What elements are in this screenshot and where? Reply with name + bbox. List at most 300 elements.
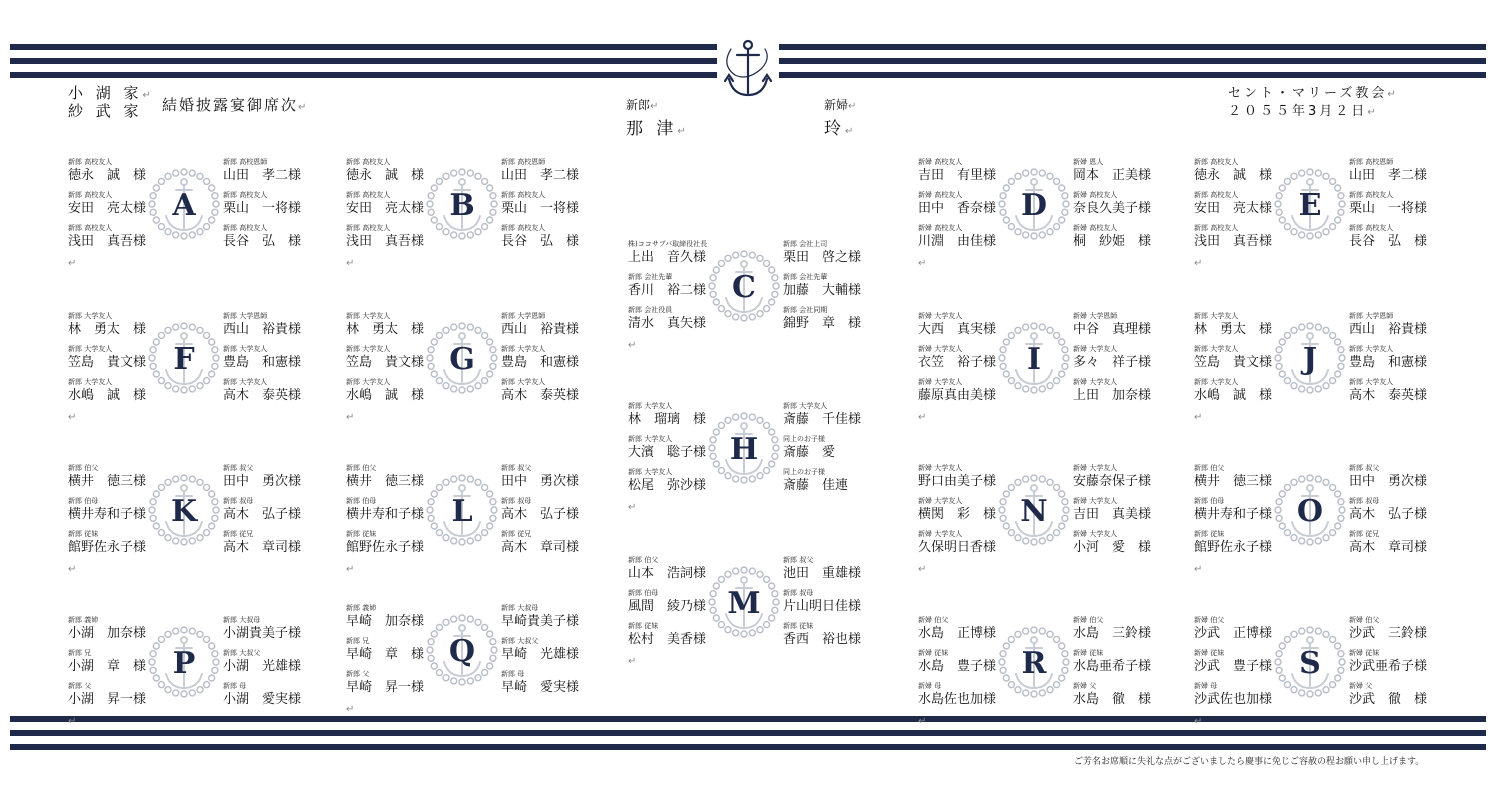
paragraph-mark-icon: ↵ (68, 564, 77, 575)
guest-relation: 新郎 大学友人 (346, 378, 391, 386)
guest-relation: 新郎 会社同期 (783, 306, 828, 314)
table-right-column (1349, 158, 1449, 257)
guest-relation: 新郎 伯父 (628, 556, 659, 564)
table-badge-anchor-icon (1274, 626, 1346, 698)
table-q (346, 604, 606, 714)
guest-relation: 新郎 従妹 (68, 530, 99, 538)
guest-entry (783, 589, 883, 622)
guest-relation: 新婦 母 (1194, 682, 1218, 690)
table-b (346, 158, 606, 268)
guest-entry (1073, 497, 1173, 530)
guest-relation: 新郎 伯母 (346, 497, 377, 505)
guest-relation: 新婦 大学友人 (1073, 464, 1118, 472)
paragraph-mark-icon: ↵ (68, 412, 77, 423)
guest-relation: 新郎 父 (68, 682, 92, 690)
page-title-text: 結婚披露宴御席次 (162, 96, 299, 114)
family-line-1-text: 小 湖 家 (68, 84, 143, 102)
guest-relation: 新郎 高校友人 (1349, 191, 1394, 199)
guest-relation: 新郎 大学友人 (68, 312, 113, 320)
guest-name: 片山明日佳様 (783, 599, 862, 614)
table-right-column (501, 604, 601, 703)
guest-relation: 新郎 伯父 (346, 464, 377, 472)
guest-relation: 新郎 叔母 (1349, 497, 1380, 505)
guest-relation: 新婦 伯父 (1073, 616, 1104, 624)
groom-name-text: 那 津 (626, 119, 678, 139)
guest-relation: 新郎 高校友人 (1194, 191, 1239, 199)
table-letter: M (727, 586, 761, 621)
table-badge-anchor-icon (148, 474, 220, 546)
guest-relation: 新婦 伯父 (918, 616, 949, 624)
table-right-column (783, 556, 883, 655)
guest-name: 小河 愛 様 (1073, 540, 1152, 555)
guest-relation: 新郎 大学恩師 (501, 312, 546, 320)
table-badge-anchor-icon (426, 322, 498, 394)
guest-name: 早崎 章 様 (346, 647, 425, 662)
guest-entry (501, 464, 601, 497)
guest-relation: 新郎 会社役員 (628, 306, 673, 314)
table-s (1194, 616, 1454, 726)
guest-name: 横井寿和子様 (1194, 507, 1273, 522)
guest-name: 多々 祥子様 (1073, 355, 1152, 370)
guest-relation: 新郎 叔父 (501, 464, 532, 472)
venue-name-text: セント・マリーズ教会 (1228, 86, 1388, 101)
guest-relation: 新郎 従兄 (1349, 530, 1380, 538)
paragraph-mark-icon: ↵ (628, 656, 637, 667)
guest-relation: 新郎 兄 (68, 649, 92, 657)
guest-relation: 新郎 大学友人 (501, 378, 546, 386)
guest-name: 沙武 正博様 (1194, 626, 1273, 641)
guest-relation: 新郎 高校恩師 (223, 158, 268, 166)
guest-name: 早崎 光雄様 (501, 647, 580, 662)
guest-name: 奈良久美子様 (1073, 201, 1152, 216)
table-letter: R (1021, 646, 1047, 681)
guest-entry (1073, 378, 1173, 411)
guest-name: 山田 孝二様 (1349, 168, 1428, 183)
table-l (346, 464, 606, 574)
table-j (1194, 312, 1454, 422)
guest-relation: 新婦 父 (1349, 682, 1373, 690)
table-badge-anchor-icon (998, 168, 1070, 240)
guest-entry (1349, 312, 1449, 345)
paragraph-mark-icon: ↵ (346, 704, 355, 715)
table-right-column (1349, 312, 1449, 411)
event-date-text: ２０５５年3月２日 (1228, 104, 1368, 119)
paragraph-mark-icon: ↵ (1367, 107, 1379, 118)
guest-name: 館野佐永子様 (1194, 540, 1273, 555)
guest-relation: 新婦 父 (1073, 682, 1097, 690)
guest-name: 松村 美香様 (628, 632, 707, 647)
table-right-column (1073, 312, 1173, 411)
guest-name: 川淵 由佳様 (918, 234, 997, 249)
guest-name: 笠島 貴文様 (68, 355, 147, 370)
guest-entry (223, 464, 323, 497)
guest-relation: 新婦 母 (918, 682, 942, 690)
table-letter: S (1299, 646, 1321, 681)
guest-relation: 新郎 会社上司 (783, 240, 828, 248)
guest-relation: 新郎 叔母 (223, 497, 254, 505)
guest-relation: 新婦 従妹 (1073, 649, 1104, 657)
table-right-column (501, 464, 601, 563)
guest-relation: 新郎 高校友人 (1194, 158, 1239, 166)
guest-name: 早崎 昇一様 (346, 680, 425, 695)
guest-entry (501, 191, 601, 224)
table-right-column (1073, 464, 1173, 563)
guest-entry (501, 604, 601, 637)
table-right-column (501, 312, 601, 411)
guest-name: 吉田 真美様 (1073, 507, 1152, 522)
guest-relation: 新郎 従妹 (346, 530, 377, 538)
table-right-column (223, 464, 323, 563)
guest-name: 野口由美子様 (918, 474, 997, 489)
guest-name: 田中 勇次様 (223, 474, 302, 489)
guest-relation: 新郎 伯父 (1194, 464, 1225, 472)
guest-name: 横井 徳三様 (346, 474, 425, 489)
guest-relation: 同上のお子様 (783, 468, 825, 476)
guest-relation: 新郎 大学恩師 (223, 312, 268, 320)
guest-name: 水島 徹 様 (1073, 692, 1152, 707)
guest-name: 西山 裕貴様 (501, 322, 580, 337)
guest-entry (501, 378, 601, 411)
guest-relation: 新郎 高校友人 (223, 224, 268, 232)
guest-entry (223, 345, 323, 378)
guest-name: 水島 正博様 (918, 626, 997, 641)
guest-name: 斎藤 千佳様 (783, 412, 862, 427)
paragraph-mark-icon: ↵ (346, 564, 355, 575)
guest-entry (501, 224, 601, 257)
guest-name: 館野佐永子様 (346, 540, 425, 555)
paragraph-mark-icon: ↵ (848, 101, 857, 112)
table-letter: B (449, 188, 475, 223)
guest-relation: 新郎 大学友人 (346, 312, 391, 320)
guest-relation: 新郎 大学友人 (1349, 378, 1394, 386)
table-letter: D (1020, 188, 1048, 223)
guest-relation: 新郎 大学友人 (1349, 345, 1394, 353)
guest-name: 高木 泰英様 (1349, 388, 1428, 403)
guest-relation: 新郎 従兄 (501, 530, 532, 538)
guest-relation: 新婦 大学友人 (1073, 530, 1118, 538)
guest-name: 林 瑠璃 様 (628, 412, 707, 427)
guest-name: 水嶋 誠 様 (68, 388, 147, 403)
guest-entry (223, 312, 323, 345)
guest-entry (223, 191, 323, 224)
guest-relation: 新郎 叔父 (1349, 464, 1380, 472)
guest-entry (501, 158, 601, 191)
guest-name: 徳永 誠 様 (346, 168, 425, 183)
guest-name: 笠島 貴文様 (346, 355, 425, 370)
guest-name: 横井 徳三様 (1194, 474, 1273, 489)
table-letter: C (732, 270, 756, 305)
guest-name: 高木 弘子様 (223, 507, 302, 522)
guest-relation: 新婦 高校友人 (1073, 224, 1118, 232)
guest-name: 水嶋 誠 様 (346, 388, 425, 403)
guest-name: 安田 亮太様 (68, 201, 147, 216)
guest-relation: 新郎 高校友人 (346, 191, 391, 199)
guest-name: 上田 加奈様 (1073, 388, 1152, 403)
table-e (1194, 158, 1454, 268)
guest-name: 浅田 真吾様 (346, 234, 425, 249)
table-letter: E (1298, 188, 1322, 223)
guest-name: 清水 真矢様 (628, 316, 707, 331)
guest-relation: 新婦 伯父 (1349, 616, 1380, 624)
guest-entry (1349, 191, 1449, 224)
guest-relation: 新婦 伯父 (1194, 616, 1225, 624)
guest-name: 小湖 愛実様 (223, 692, 302, 707)
guest-entry (783, 622, 883, 655)
table-letter: N (1020, 494, 1048, 529)
guest-relation: 新郎 大学友人 (628, 435, 673, 443)
guest-name: 香西 裕也様 (783, 632, 862, 647)
guest-name: 大濱 聡子様 (628, 445, 707, 460)
guest-entry (783, 306, 883, 339)
table-letter: I (1026, 342, 1042, 377)
table-right-column (1073, 158, 1173, 257)
guest-name: 久保明日香様 (918, 540, 997, 555)
guest-relation: 新婦 大学友人 (918, 345, 963, 353)
guest-name: 岡本 正美様 (1073, 168, 1152, 183)
event-date (1228, 100, 1379, 119)
guest-entry (501, 497, 601, 530)
table-right-column (223, 158, 323, 257)
guest-entry (1073, 530, 1173, 563)
table-badge-anchor-icon (998, 322, 1070, 394)
guest-name: 長谷 弘 様 (501, 234, 580, 249)
guest-name: 錦野 章 様 (783, 316, 862, 331)
table-letter: O (1296, 494, 1324, 529)
table-letter: H (729, 432, 759, 467)
guest-entry (223, 530, 323, 563)
guest-name: 藤原真由美様 (918, 388, 997, 403)
guest-relation: 新郎 従妹 (783, 622, 814, 630)
guest-relation: 新郎 叔父 (223, 464, 254, 472)
table-h (628, 402, 888, 512)
guest-name: 斎藤 愛 (783, 445, 836, 460)
table-c (628, 240, 888, 350)
guest-name: 衣笠 裕子様 (918, 355, 997, 370)
table-right-column (783, 402, 883, 501)
guest-relation: 新郎 母 (223, 682, 247, 690)
anchor-emblem-icon (717, 35, 779, 103)
guest-name: 小湖 昇一様 (68, 692, 147, 707)
guest-name: 沙武 徹 様 (1349, 692, 1428, 707)
table-p (68, 616, 328, 726)
guest-entry (501, 312, 601, 345)
guest-name: 豊島 和憲様 (223, 355, 302, 370)
guest-relation: 新郎 高校友人 (1194, 224, 1239, 232)
guest-entry (223, 497, 323, 530)
guest-name: 早崎 愛実様 (501, 680, 580, 695)
table-letter: A (172, 188, 196, 223)
guest-entry (1073, 191, 1173, 224)
table-f (68, 312, 328, 422)
guest-relation: 新婦 高校友人 (918, 191, 963, 199)
guest-entry (501, 530, 601, 563)
guest-entry (1073, 464, 1173, 497)
guest-relation: 新郎 高校友人 (68, 158, 113, 166)
guest-name: 西山 裕貴様 (223, 322, 302, 337)
guest-name: 笠島 貴文様 (1194, 355, 1273, 370)
guest-relation: 新郎 従兄 (223, 530, 254, 538)
guest-name: 早崎貴美子様 (501, 614, 580, 629)
table-i (918, 312, 1178, 422)
guest-entry (783, 468, 883, 501)
guest-relation: 新婦 大学友人 (1073, 345, 1118, 353)
guest-name: 長谷 弘 様 (223, 234, 302, 249)
guest-name: 山田 孝二様 (223, 168, 302, 183)
bride-name-text: 玲 (824, 119, 845, 139)
guest-relation: 新郎 義姉 (68, 616, 99, 624)
guest-name: 高木 弘子様 (1349, 507, 1428, 522)
footer-note: ご芳名お席順に失礼な点がございましたら慶事に免じご容赦の程お願い申し上げます。 (1074, 757, 1425, 767)
guest-name: 田中 勇次様 (501, 474, 580, 489)
guest-name: 吉田 有里様 (918, 168, 997, 183)
guest-relation: 新婦 大学友人 (918, 530, 963, 538)
paragraph-mark-icon: ↵ (68, 258, 77, 269)
guest-name: 田中 香奈様 (918, 201, 997, 216)
guest-name: 小湖 光雄様 (223, 659, 302, 674)
guest-name: 松尾 弥沙様 (628, 478, 707, 493)
paragraph-mark-icon: ↵ (918, 258, 927, 269)
guest-name: 高木 章司様 (1349, 540, 1428, 555)
guest-name: 大西 真実様 (918, 322, 997, 337)
guest-name: 沙武 三鈴様 (1349, 626, 1428, 641)
guest-name: 山本 浩詞様 (628, 566, 707, 581)
guest-name: 林 勇太 様 (68, 322, 147, 337)
guest-name: 安田 亮太様 (346, 201, 425, 216)
groom-label-text: 新郎 (626, 98, 651, 112)
table-letter: K (170, 494, 198, 529)
guest-entry (783, 402, 883, 435)
table-m (628, 556, 888, 666)
guest-name: 沙武亜希子様 (1349, 659, 1428, 674)
guest-entry (223, 224, 323, 257)
paragraph-mark-icon: ↵ (677, 126, 690, 137)
table-badge-anchor-icon (998, 474, 1070, 546)
guest-entry (1349, 616, 1449, 649)
guest-relation: 新郎 大学友人 (783, 402, 828, 410)
guest-name: 浅田 真吾様 (1194, 234, 1273, 249)
guest-relation: 新婦 大学友人 (918, 497, 963, 505)
guest-relation: 新婦 大学友人 (1073, 378, 1118, 386)
guest-relation: 新郎 大学友人 (628, 402, 673, 410)
guest-name: 小湖 章 様 (68, 659, 147, 674)
guest-name: 横井寿和子様 (68, 507, 147, 522)
table-k (68, 464, 328, 574)
table-o (1194, 464, 1454, 574)
table-right-column (783, 240, 883, 339)
paragraph-mark-icon: ↵ (68, 716, 77, 727)
guest-entry (1349, 497, 1449, 530)
guest-name: 浅田 真吾様 (68, 234, 147, 249)
table-badge-anchor-icon (708, 250, 780, 322)
guest-entry (1073, 224, 1173, 257)
guest-relation: 新郎 叔母 (501, 497, 532, 505)
guest-name: 山田 孝二様 (501, 168, 580, 183)
guest-relation: 新婦 従妹 (1349, 649, 1380, 657)
guest-relation: 新郎 高校友人 (346, 224, 391, 232)
guest-relation: 新郎 高校友人 (1349, 224, 1394, 232)
paragraph-mark-icon: ↵ (1194, 412, 1203, 423)
table-badge-anchor-icon (148, 168, 220, 240)
guest-name: 栗山 一将様 (223, 201, 302, 216)
guest-relation: 新郎 会社先輩 (628, 273, 673, 281)
guest-entry (1349, 224, 1449, 257)
guest-entry (1349, 158, 1449, 191)
guest-entry (1349, 682, 1449, 715)
guest-relation: 新婦 高校友人 (918, 224, 963, 232)
guest-relation: 新婦 高校友人 (1073, 191, 1118, 199)
guest-entry (1349, 464, 1449, 497)
family-line-2-text: 紗 武 家 (68, 102, 143, 120)
guest-name: 水島佐也加様 (918, 692, 997, 707)
guest-name: 徳永 誠 様 (1194, 168, 1273, 183)
guest-relation: 新郎 大学友人 (68, 378, 113, 386)
guest-relation: 新郎 伯母 (628, 589, 659, 597)
guest-name: 豊島 和憲様 (501, 355, 580, 370)
guest-entry (1073, 158, 1173, 191)
bottom-stripe-2 (10, 730, 1486, 736)
guest-relation: 新婦 大学友人 (918, 312, 963, 320)
guest-relation: 新郎 大叔母 (223, 616, 261, 624)
guest-relation: 新郎 父 (346, 670, 370, 678)
paragraph-mark-icon: ↵ (1194, 716, 1203, 727)
guest-entry (501, 637, 601, 670)
guest-entry (1073, 616, 1173, 649)
guest-relation: 新郎 大学友人 (346, 345, 391, 353)
guest-name: 林 勇太 様 (346, 322, 425, 337)
guest-entry (223, 378, 323, 411)
guest-relation: 新郎 叔父 (783, 556, 814, 564)
guest-relation: 新郎 兄 (346, 637, 370, 645)
guest-entry (223, 616, 323, 649)
guest-name: 水嶋 誠 様 (1194, 388, 1273, 403)
paragraph-mark-icon: ↵ (628, 340, 637, 351)
groom-label (626, 96, 658, 113)
table-badge-anchor-icon (998, 626, 1070, 698)
guest-relation: 新郎 大学友人 (628, 468, 673, 476)
guest-name: 館野佐永子様 (68, 540, 147, 555)
guest-entry (1073, 682, 1173, 715)
paragraph-mark-icon: ↵ (918, 716, 927, 727)
table-badge-anchor-icon (426, 474, 498, 546)
paragraph-mark-icon: ↵ (628, 502, 637, 513)
table-badge-anchor-icon (708, 566, 780, 638)
guest-entry (783, 240, 883, 273)
paragraph-mark-icon: ↵ (650, 101, 659, 112)
paragraph-mark-icon: ↵ (298, 102, 309, 113)
guest-name: 桐 紗姫 様 (1073, 234, 1152, 249)
guest-relation: 新婦 大学恩師 (1073, 312, 1118, 320)
paragraph-mark-icon: ↵ (346, 412, 355, 423)
guest-relation: 新郎 大学友人 (68, 345, 113, 353)
guest-relation: 新郎 大学友人 (1194, 312, 1239, 320)
paragraph-mark-icon: ↵ (1194, 258, 1203, 269)
guest-entry (1349, 345, 1449, 378)
guest-relation: 新婦 従妹 (918, 649, 949, 657)
guest-relation: 新郎 伯父 (68, 464, 99, 472)
table-letter: F (173, 342, 195, 377)
guest-entry (783, 435, 883, 468)
guest-name: 高木 章司様 (501, 540, 580, 555)
table-right-column (223, 312, 323, 411)
guest-name: 沙武佐也加様 (1194, 692, 1273, 707)
paragraph-mark-icon: ↵ (142, 90, 155, 101)
guest-name: 加藤 大輔様 (783, 283, 862, 298)
guest-relation: 新郎 大叔父 (223, 649, 261, 657)
guest-relation: 新郎 大叔母 (501, 604, 539, 612)
guest-relation: 新郎 伯母 (1194, 497, 1225, 505)
guest-relation: 新郎 高校友人 (346, 158, 391, 166)
guest-name: 横関 彩 様 (918, 507, 997, 522)
